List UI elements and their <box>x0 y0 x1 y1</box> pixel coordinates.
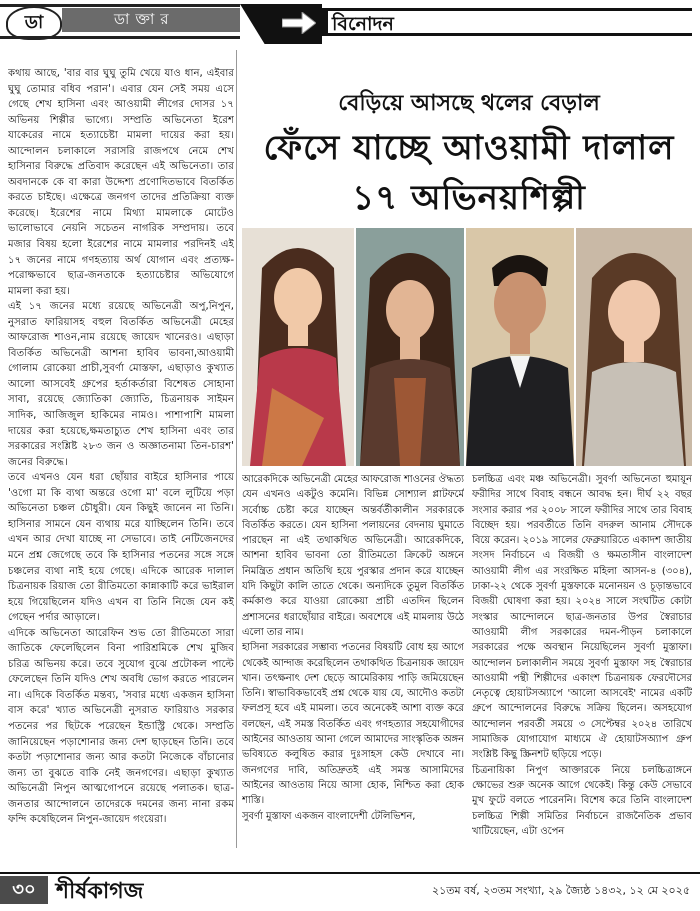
magazine-brand: শীর্ষকাগজ <box>56 878 144 904</box>
issue-date-line: ২১তম বর্ষ, ২৩তম সংখ্যা, ২৯ জ্যৈষ্ঠ ১৪৩২, ১২ মে ২০২৫ <box>431 884 690 897</box>
section-label-left: ডাক্তার <box>62 8 240 32</box>
article-column-1 <box>242 472 464 844</box>
left-paragraph-3: তবে এখনও যেন ধরা ছোঁয়ার বাইরে হাসিনার পায়ে 'ওগো মা কি ব্যথা অন্তরে ওগো মা' বলে লুটিয়ে পড়া অভিনেতা চঞ্চল চৌধুরী। যেন কিছুই জানেন না তিনি। হাসিনার সামনে যেন ব্যথায় মরে যাচ্ছিলেন তিনি। তবে এখন আর দেখা যাচ্ছে না সেভাবে। তাই নেটিজেনদের মনে প্রশ্ন জেগেছে তবে কি হাসিনার পতনের সঙ্গে সঙ্গে চঞ্চলের ব্যথা নাই হয়ে গেছে। এদিকে আরেক দালাল চিত্রনায়ক রিয়াজ তো রীতিমতো কান্নাকাটি করে ভাইরাল হয়ে গিয়েছিলেন যদিও এখন বা তিনি নিজে যেন কই গেছেন পর্দার আড়ালে। <box>8 472 234 624</box>
section-title: বিনোদন <box>332 13 394 35</box>
col2-paragraph-1: চলচ্চিত্র এবং মঞ্চ অভিনেত্রী। সুবর্ণা অভিনেতা হুমায়ূন ফরীদির সাথে বিবাহ বন্ধনে আবদ্ধ হন। দীর্ঘ ২২ বছর সংসার করার পর ২০০৮ সালে ফরীদির সাথে তার বিবাহ বিচ্ছেদ হয়। পরবর্তীতে তিনি বদরুল আনাম সৌদকে বিয়ে করেন। ২০১৯ সালের ফেব্রুয়ারিতে একাদশ জাতীয় সংসদ নির্বাচনে এ বিজয়ী ও ক্ষমতাসীন বাংলাদেশ আওয়ামী লীগ এর সংরক্ষিত মহিলা আসন-৪ (৩০৪), ঢাকা-২২ থেকে সুবর্ণা মুস্তফাকে মনোনয়ন ও চূড়ান্তভাবে বিজয়ী ঘোষণা করা হয়। ২০২৪ সালে সংঘটিত কোটা সংস্কার আন্দোলনে ছাত্র-জনতার উপর স্বৈরাচার আওয়ামী লীগ সরকারের দমন-পীড়ন চলাকালে সরকারের পক্ষে অবস্থান নিয়েছিলেন সুবর্ণা মুস্তাফা। আন্দোলন চলাকালীন সময়ে সুবর্ণা মুস্তাফা সহ স্বৈরাচার আওয়ামী পন্থী শিল্পীদের একাংশ চিত্রনায়ক ফেরদৌসের নেতৃত্বে হোয়াটসঅ্যাপে 'আলো আসবেই' নামের একটি গ্রুপে আন্দোলনের বিরুদ্ধে সক্রিয় ছিলেন। অসহযোগ আন্দোলন পরবর্তী সময়ে ৩ সেপ্টেম্বর ২০২৪ তারিখে সামাজিক যোগাযোগ মাধ্যমে ঐ হোয়াটসঅ্যাপ গ্রুপ সংশ্লিষ্ট কিছু স্ক্রিনশট ছড়িয়ে পড়ে। <box>472 474 692 761</box>
left-paragraph-2: এই ১৭ জনের মধ্যে রয়েছে অভিনেত্রী অপু,নিপুন, নুসরাত ফারিয়াসহ বহুল বিতর্কিত অভিনেত্রী মেহের আফরোজ শাওন,নাম রয়েছে জায়েদ খানেরও। এছাড়া বিতর্কিত অভিনেত্রী আশনা হাবিব ভাবনা,আওয়ামী গোলাম রোকেয়া প্রাচী,সুবর্ণা মোস্তফা, এছাড়াও কুখ্যাত আলো আসবেই গ্রুপের হর্তাকর্তারা বিশেষত সোহানা সাবা, রয়েছে জ্যোতিকা জ্যোতি, চিত্রনায়ক সাইমন সাদিক, আজিজুল হাকিমের নামও। পাশাপাশি মামলা দায়ের করা হয়েছে,ক্ষমতাচ্যুত শেখ হাসিনা এবং তার সরকারের সংশ্লিষ্ট ২৮৩ জন ও অজ্ঞাতনামা তিন-চারশ' জনের বিরুদ্ধে। <box>8 301 234 468</box>
col2-paragraph-2: চিত্রনায়িকা নিপুণ আক্তারকে নিয়ে চলচ্চিত্রাঙ্গনে ক্ষোভের শুরু অনেক আগে থেকেই। কিন্তু কেউ সেভাবে মুখ ফুটে বলতে পারেননি। বিশেষ করে তিনি বাংলাদেশ চলচ্চিত্র শিল্পী সমিতির নির্বাচনে রাজনৈতিক প্রভাব খাটিয়েছেন, এটা ওপেন <box>472 764 692 837</box>
column-divider <box>236 50 237 848</box>
photo-actor-3 <box>466 228 574 466</box>
article-column-2 <box>472 472 692 844</box>
photo-actress-4 <box>576 228 692 466</box>
section-bar-divider <box>322 8 328 36</box>
photo-actress-2 <box>356 228 464 466</box>
headline-sub: ১৭ অভিনয়শিল্পী <box>352 178 586 218</box>
left-paragraph-1: কথায় আছে, 'বার বার ঘুঘু তুমি খেয়ে যাও ধান, এইবার ঘুঘু তোমার বধিব পরান'। এবার যেন সেই সময় এসে গেছে শেখ হাসিনা এবং আওয়ামী লীগের দোসর ১৭ অভিনয় শিল্পীর ভাগ্যে। সম্প্রতি অভিনেতা ইরেশ যাকেরের নামে হত্যাচেষ্টা মামলা দায়ের করা হয়। আন্দোলন চলাকালে সরাসরি রাজপথে নেমে শেখ হাসিনার বিরুদ্ধে প্রতিবাদ করেছেন এই অভিনেতা। তার অবদানকে কে বা কারা উদ্দেশ্য প্রণোদিতভাবে বিতর্কিত করতে চাইছে। এক্ষেত্রে জনগণ তাদের প্রতিক্রিয়া ব্যক্ত করেছে। ইরেশের নামে মিথ্যা মামলাকে মোটেও ভালোভাবে নেয়নি সচেতন নাগরিক সম্প্রদায়। তবে মজার বিষয় হলো ইরেশের নামে মামলার পরদিনই এই ১৭ জনের নামে গণহত্যায় অর্থ যোগান এবং প্রত্যক্ষ-পরোক্ষভাবে ছাত্র-জনতাকে হত্যাচেষ্টার অভিযোগে মামলা করা হয়। <box>8 68 234 297</box>
photo-actress-1 <box>242 228 354 466</box>
page-number: ৩০ <box>0 876 48 904</box>
headline-main: ফেঁসে যাচ্ছে আওয়ামী দালাল <box>263 128 675 168</box>
left-column-text <box>8 66 234 844</box>
col1-paragraph-3: সুবর্ণা মুস্তাফা একজন বাংলাদেশী টেলিভিশন, <box>242 810 416 822</box>
col1-paragraph-2: হাসিনা সরকারের সম্ভাব্য পতনের বিষয়টি বোধ হয় আগে থেকেই আন্দাজ করেছিলেন তথাকথিত চিত্রনায়ক জায়েদ খান। তৎক্ষনাৎ দেশ ছেড়ে আমেরিকায় পাড়ি জমিয়েছেন তিনি। স্বাভাবিকভাবেই প্রশ্ন থেকে যায় যে, আদৌও কতটা ফলপ্রসূ হবে এই মামলা। তবে অনেকেই আশা ব্যক্ত করে বলছেন, এই সমস্ত বিতর্কিত এবং গণহত্যার সহযোগীদের আইনের আওতায় আনা গেলে আমাদের সাংস্কৃতিক অঙ্গন ভবিষ্যতে কলুষিত করার দুঃসাহস কেউ দেখাবে না। জনগণের দাবি, অতিদ্রুতই এই সমস্ত আসামিদের আইনের আওতায় নিয়ে আসা হোক, নিশ্চিত করা হোক শাস্তি। <box>242 642 464 807</box>
magazine-logo: ডা <box>6 6 62 40</box>
headline-kicker: বেড়িয়ে আসছে থলের বেড়াল <box>338 90 600 116</box>
arrow-right-icon <box>282 12 316 34</box>
left-paragraph-4: এদিকে অভিনেতা আরেফিন শুভ তো রীতিমতো সারা জাতিকে ফেলেছিলেন বিনা পারিশ্রমিকে শেখ মুজিব চরিত্র অভিনয় করে। তবে সুযোগ বুঝে প্রটোকল পাল্টে ফেলেছেন তিনি যদিও শেখ অবধি ভোগ করতে পারলেন না। এদিকে বিতর্কিত মন্তব্য, 'সবার মধ্যে একজন হাসিনা বাস করে' খ্যাত অভিনেত্রী নুসরাত ফারিয়াও সরকার পতনের পর ছিটকে পরেছেন ইন্ডাস্ট্রি থেকে। সম্প্রতি জানিয়েছেন পড়াশোনার জন্য দেশ ছাড়ছেন তিনি। তবে কতটা পড়াশোনার জন্য আর কতটা নিজেকে বাঁচানোর জন্য তা বুঝতে বাকি নেই জনগণের। এছাড়া কুখ্যাত অভিনেত্রী নিপুন আত্মগোপনে রয়েছে পলাতক। ছাত্র-জনতার আন্দোলনে তাদেরকে দমনের জন্য নানা রকম ফন্দি কষেছিলেন নিপুন-জায়েদ গংয়েরা। <box>8 627 234 826</box>
col1-paragraph-1: আরেকদিকে অভিনেত্রী মেহের আফরোজ শাওনের ঔদ্ধত্য যেন এখনও একটুও কমেনি। বিভিন্ন সোশ্যাল প্লাটফর্মে সর্বোচ্চ চেষ্টা করে যাচ্ছেন অন্তর্বর্তীকালীন সরকারকে বিতর্কিত করতে। যেন হাসিনা পলায়নের বেদনায় ঘুমাতে পারছেন না এই তথাকথিত অভিনেত্রী। আরেকদিকে, আশনা হাবিব ভাবনা তো রীতিমতো ক্রিকেট অঙ্গনে নিমন্ত্রিত প্রধান অতিথি হয়ে পুরস্কার প্রদান করে যাচ্ছেন যদি কিছুটা কালি তাতে থেকে। অন্যদিকে তুমুল বিতর্কিত কর্মকাণ্ড করে যাওয়া রোকেয়া প্রাচী এতদিন ছিলেন প্রশাসনের ধরাছোঁয়ার বাইরে। অবশেষে এই মামলায় উঠে এলো তার নাম। <box>242 474 464 638</box>
